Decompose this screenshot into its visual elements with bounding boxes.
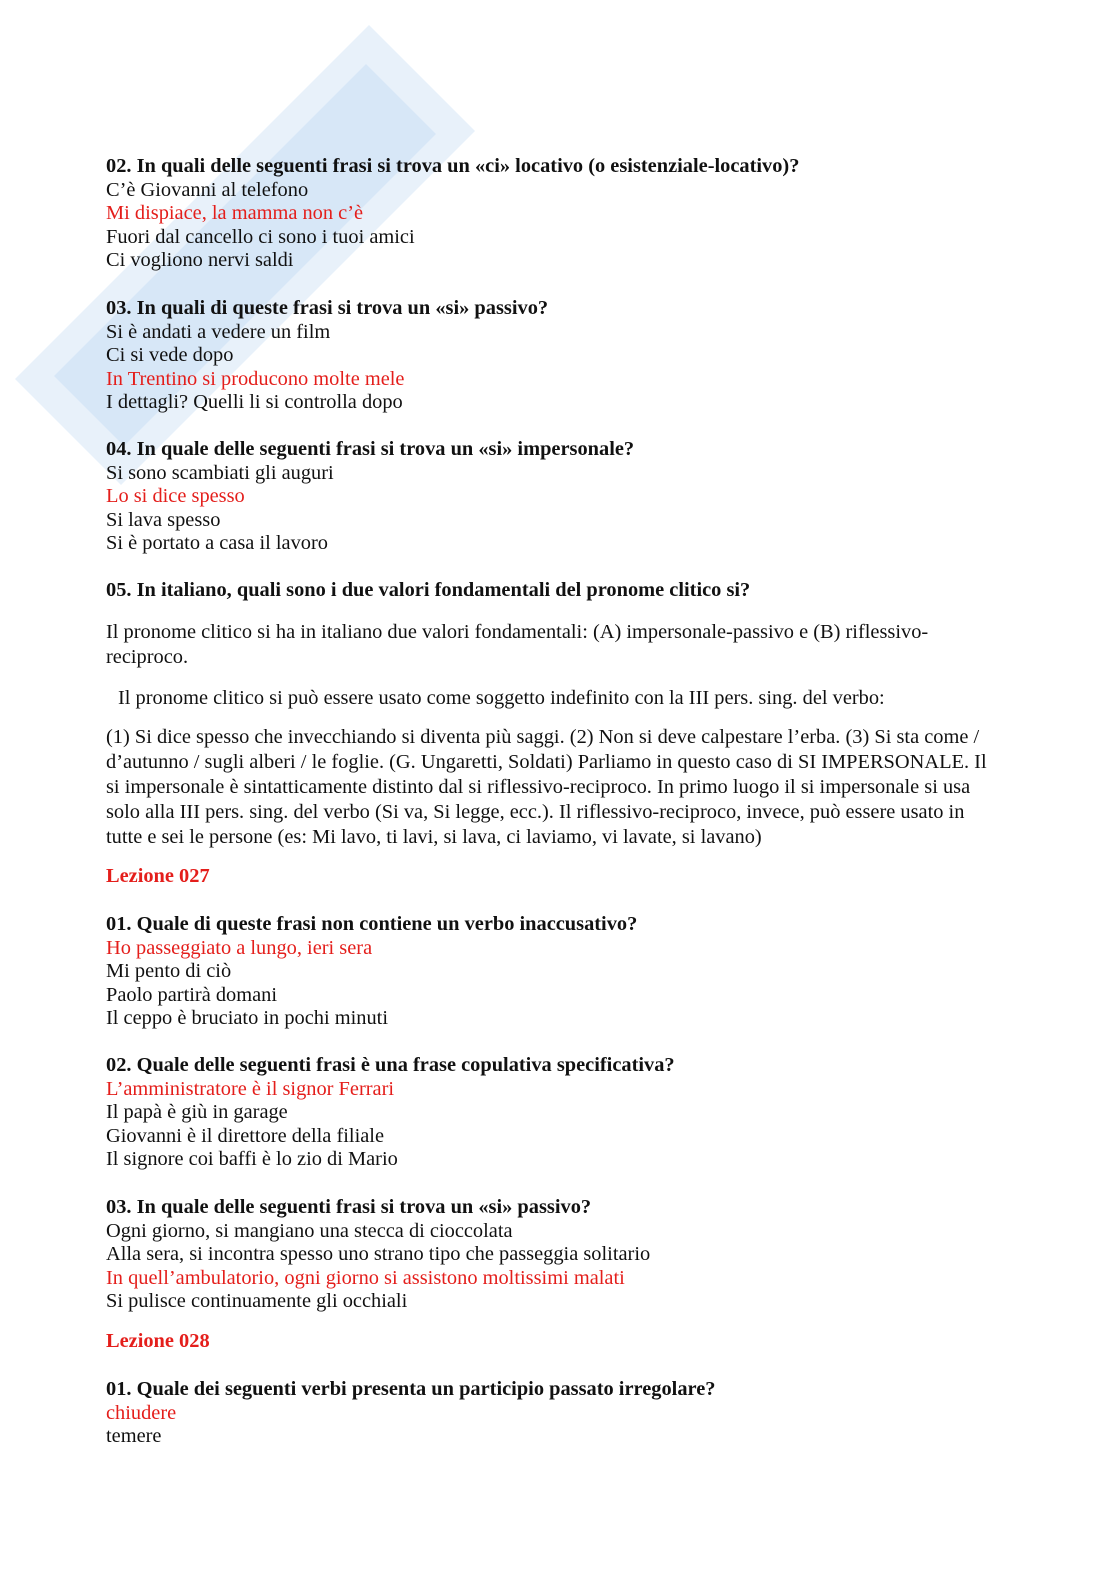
answer-option: Ogni giorno, si mangiano una stecca di cioccolata xyxy=(106,1219,513,1242)
answer-option: chiudere xyxy=(106,1401,177,1424)
question-block xyxy=(106,155,799,273)
paragraph-line: solo alla III pers. sing. del verbo (Si va, Si legge, ecc.). Il riflessivo-reciproco, invece, può essere usato in xyxy=(106,800,965,823)
question-title: 03. In quali di queste frasi si trova un «si» passivo? xyxy=(106,297,549,319)
question-title: 04. In quale delle seguenti frasi si trova un «si» impersonale? xyxy=(106,438,635,460)
paragraph-line: (1) Si dice spesso che invecchiando si diventa più saggi. (2) Non si deve calpestare l’erba. (3) Si sta come / xyxy=(106,725,980,748)
answer-option: Paolo partirà domani xyxy=(106,983,278,1006)
answer-option: Lo si dice spesso xyxy=(106,485,245,508)
answer-option: Fuori dal cancello ci sono i tuoi amici xyxy=(106,225,415,248)
question-block xyxy=(106,438,634,556)
question-block xyxy=(106,297,548,415)
question-title: 01. Quale di queste frasi non contiene un verbo inaccusativo? xyxy=(106,913,638,935)
paragraph-line: reciproco. xyxy=(106,645,189,668)
paragraph-line: tutte e sei le persone (es: Mi lavo, ti lavi, si lava, ci laviamo, vi lavate, si lavano) xyxy=(106,825,762,848)
paragraph-line: Il pronome clitico si può essere usato come soggetto indefinito con la III pers. sing. del verbo: xyxy=(118,686,885,709)
answer-paragraph-3 xyxy=(106,725,987,850)
answer-option: Ho passeggiato a lungo, ieri sera xyxy=(106,936,373,959)
answer-option: Alla sera, si incontra spesso uno strano tipo che passeggia solitario xyxy=(106,1243,651,1266)
question-block xyxy=(106,1378,715,1449)
answer-option: Si lava spesso xyxy=(106,508,221,531)
answer-option: Ci vogliono nervi saldi xyxy=(106,249,294,272)
answer-option: Mi pento di ciò xyxy=(106,960,232,983)
answer-option: Il papà è giù in garage xyxy=(106,1101,288,1124)
answer-option: Mi dispiace, la mamma non c’è xyxy=(106,202,364,225)
question-title: 01. Quale dei seguenti verbi presenta un participio passato irregolare? xyxy=(106,1378,716,1400)
lesson-heading: Lezione 027 xyxy=(106,865,210,887)
answer-option: I dettagli? Quelli li si controlla dopo xyxy=(106,391,403,414)
question-title: 05. In italiano, quali sono i due valori fondamentali del pronome clitico si? xyxy=(106,579,751,601)
answer-option: Si è portato a casa il lavoro xyxy=(106,532,328,555)
answer-paragraph-1 xyxy=(106,620,928,670)
answer-option: Il signore coi baffi è lo zio di Mario xyxy=(106,1148,398,1171)
lesson-heading-block xyxy=(106,865,210,889)
answer-option: Si sono scambiati gli auguri xyxy=(106,461,334,484)
question-block xyxy=(106,1196,650,1314)
answer-option: Si è andati a vedere un film xyxy=(106,320,331,343)
open-question-title-block xyxy=(106,579,750,603)
answer-paragraph-2 xyxy=(106,686,885,711)
answer-option: C’è Giovanni al telefono xyxy=(106,178,309,201)
question-block xyxy=(106,913,637,1031)
answer-option: In quell’ambulatorio, ogni giorno si assistono moltissimi malati xyxy=(106,1266,625,1289)
answer-option: temere xyxy=(106,1425,162,1448)
paragraph-line: si impersonale è sintatticamente distinto dal si riflessivo-reciproco. In primo luogo il si impersonale si usa xyxy=(106,775,971,798)
paragraph-line: d’autunno / sugli alberi / le foglie. (G. Ungaretti, Soldati) Parliamo in questo caso di SI IMPERSONALE. Il xyxy=(106,750,987,773)
answer-option: Si pulisce continuamente gli occhiali xyxy=(106,1290,408,1313)
answer-option: In Trentino si producono molte mele xyxy=(106,367,405,390)
question-block xyxy=(106,1054,675,1172)
answer-option: L’amministratore è il signor Ferrari xyxy=(106,1077,395,1100)
lesson-heading-block xyxy=(106,1330,210,1354)
paragraph-line: Il pronome clitico si ha in italiano due valori fondamentali: (A) impersonale-passivo e (B) riflessivo- xyxy=(106,620,929,643)
answer-option: Ci si vede dopo xyxy=(106,344,234,367)
question-title: 02. In quali delle seguenti frasi si trova un «ci» locativo (o esistenziale-locativo)? xyxy=(106,155,800,177)
answer-option: Giovanni è il direttore della filiale xyxy=(106,1124,385,1147)
answer-option: Il ceppo è bruciato in pochi minuti xyxy=(106,1007,388,1030)
lesson-heading: Lezione 028 xyxy=(106,1330,210,1352)
question-title: 03. In quale delle seguenti frasi si trova un «si» passivo? xyxy=(106,1196,592,1218)
question-title: 02. Quale delle seguenti frasi è una frase copulativa specificativa? xyxy=(106,1054,675,1076)
